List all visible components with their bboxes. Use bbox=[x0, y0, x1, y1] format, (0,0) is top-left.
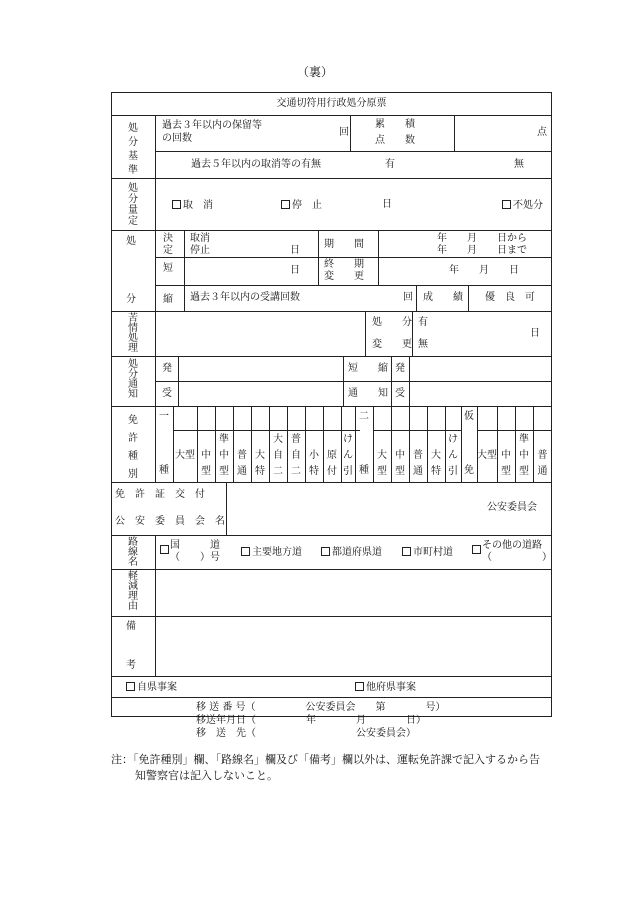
result-value: 優 良 可 bbox=[485, 292, 535, 303]
transfer-date: 移送年月日（ 年 月 日） bbox=[196, 715, 426, 726]
license-col-first-9: けん引 bbox=[343, 434, 353, 477]
route-prefectural[interactable]: 都道府県道 bbox=[321, 547, 382, 558]
provisional-kind: 免 bbox=[464, 465, 474, 476]
period-to: 年 月 日まで bbox=[437, 245, 527, 256]
issue-label-1: 免 許 証 交 付 bbox=[115, 489, 205, 500]
remarks-label-1: 備 bbox=[126, 621, 136, 632]
license-col-first-3: 普通 bbox=[237, 450, 247, 477]
revocation-history-label: 過去５年以内の取消等の有無 bbox=[191, 159, 321, 170]
route-municipal[interactable]: 市町村道 bbox=[402, 547, 453, 558]
checkbox-icon bbox=[355, 682, 364, 691]
issue-commission: 公安委員会 bbox=[487, 502, 537, 513]
first-class-kind: 種 bbox=[159, 465, 169, 476]
license-col-temp-2: 準中型 bbox=[519, 434, 529, 477]
complaint-no: 無 bbox=[418, 339, 428, 350]
period-label: 期 間 bbox=[324, 239, 364, 250]
route-other-1: その他の道路 bbox=[482, 540, 542, 551]
option-suspend[interactable]: 停 止 bbox=[281, 200, 322, 211]
cumulative-label: 累 積 bbox=[375, 119, 415, 130]
short-notice-send: 発 bbox=[395, 363, 405, 374]
route-label: 路線名 bbox=[128, 537, 138, 568]
page-heading: （裏） bbox=[296, 65, 333, 79]
checkbox-icon bbox=[321, 547, 330, 556]
short-notice-receive: 受 bbox=[395, 388, 405, 399]
section4-label: 苦情処理 bbox=[128, 313, 138, 354]
short-label-2: 縮 bbox=[163, 294, 173, 305]
checkbox-icon bbox=[126, 682, 135, 691]
license-col-temp-1: 中型 bbox=[501, 450, 511, 477]
license-col-first-4: 大特 bbox=[255, 450, 265, 477]
license-col-first-7: 小特 bbox=[309, 450, 319, 477]
section2-label: 処分量定 bbox=[128, 183, 138, 227]
license-col-first-1: 中型 bbox=[201, 450, 211, 477]
decision-day-unit: 日 bbox=[290, 245, 300, 256]
license-col-second-1: 中型 bbox=[395, 450, 405, 477]
short-notice-2: 通 知 bbox=[348, 388, 388, 399]
option-no-action[interactable]: 不処分 bbox=[502, 200, 543, 211]
short-label-1: 短 bbox=[163, 263, 173, 274]
complaint-day-unit: 日 bbox=[530, 328, 540, 339]
revocation-no: 無 bbox=[514, 159, 524, 170]
transfer-number: 移 送 番 号（ 公安委員会 第 号） bbox=[196, 702, 446, 713]
license-col-second-4: けん引 bbox=[448, 434, 458, 477]
times-unit: 回 bbox=[339, 127, 349, 138]
checkbox-icon bbox=[402, 547, 411, 556]
checkbox-icon bbox=[502, 200, 511, 209]
license-col-first-6: 普自二 bbox=[291, 434, 301, 477]
checkbox-icon bbox=[160, 545, 169, 554]
second-class-label: 二 bbox=[359, 411, 369, 422]
form-title: 交通切符用行政処分原票 bbox=[276, 98, 387, 109]
license-col-first-0: 大型 bbox=[175, 450, 195, 461]
decision-label-2: 定 bbox=[163, 245, 173, 256]
transfer-destination: 移 送 先（ 公安委員会） bbox=[196, 728, 416, 739]
decision-cancel: 取消 bbox=[190, 233, 210, 244]
notice-receive: 受 bbox=[162, 388, 172, 399]
end-change-label-2: 変 更 bbox=[324, 271, 364, 282]
short-day-unit: 日 bbox=[290, 265, 300, 276]
license-col-first-8: 原付 bbox=[327, 450, 337, 477]
notice-send: 発 bbox=[162, 363, 172, 374]
complaint-yes: 有 bbox=[418, 317, 428, 328]
complaint-change-2: 変 更 bbox=[372, 339, 412, 350]
route-other-2: （ ） bbox=[482, 552, 552, 563]
license-col-second-0: 大型 bbox=[377, 450, 387, 477]
remarks-label-2: 考 bbox=[126, 660, 136, 671]
section1-label: 処分基準 bbox=[128, 123, 138, 176]
short-notice-1: 短 縮 bbox=[348, 363, 388, 374]
checkbox-icon bbox=[241, 547, 250, 556]
license-col-temp-0: 大型 bbox=[477, 450, 497, 461]
section3-label-top: 処 bbox=[126, 236, 136, 247]
decision-suspend: 停止 bbox=[190, 245, 210, 256]
case-other-prefecture[interactable]: 他府県事案 bbox=[355, 682, 416, 693]
end-change-date: 年 月 日 bbox=[449, 265, 519, 276]
section3-label-bottom: 分 bbox=[126, 294, 136, 305]
route-main-local[interactable]: 主要地方道 bbox=[241, 547, 302, 558]
case-own-prefecture[interactable]: 自県事案 bbox=[126, 682, 177, 693]
section5-label: 処分通知 bbox=[128, 359, 138, 400]
route-national-2: （ ）号 bbox=[170, 552, 220, 563]
checkbox-icon bbox=[472, 545, 481, 554]
points-unit: 点 bbox=[537, 127, 547, 138]
complaint-change-1: 処 分 bbox=[372, 317, 412, 328]
course-count-label: 過去３年以内の受講回数 bbox=[190, 292, 300, 303]
license-col-second-2: 普通 bbox=[413, 450, 423, 477]
result-label: 成 績 bbox=[423, 292, 463, 303]
period-from: 年 月 日から bbox=[437, 233, 527, 244]
provisional-label: 仮 bbox=[464, 411, 474, 422]
decision-label-1: 決 bbox=[163, 233, 173, 244]
suspend-days-unit: 日 bbox=[382, 199, 392, 210]
license-col-second-3: 大特 bbox=[431, 450, 441, 477]
revocation-yes: 有 bbox=[385, 159, 395, 170]
footnote-line-2: 知警察官は記入しないこと。 bbox=[135, 769, 278, 782]
footnote bbox=[111, 752, 581, 784]
hold-count-label-1: 過去３年以内の保留等 bbox=[162, 120, 262, 131]
footnote-line-1: 注：「免許種別」欄、「路線名」欄及び「備考」欄以外は、運転免許課で記入するから告 bbox=[111, 753, 540, 766]
first-class-label: 一 bbox=[159, 411, 169, 422]
hold-count-label-2: の回数 bbox=[162, 133, 192, 144]
issue-label-2: 公 安 委 員 会 名 bbox=[115, 516, 225, 527]
second-class-kind: 種 bbox=[359, 465, 369, 476]
reduction-label: 軽減理由 bbox=[128, 571, 138, 612]
license-col-first-2: 準中型 bbox=[219, 434, 229, 477]
license-col-temp-3: 普通 bbox=[537, 450, 548, 477]
end-change-label-1: 終 期 bbox=[324, 259, 364, 270]
license-type-label: 免許種別 bbox=[128, 415, 138, 480]
option-cancel[interactable]: 取 消 bbox=[172, 200, 213, 211]
checkbox-icon bbox=[172, 200, 181, 209]
license-col-first-5: 大自二 bbox=[273, 434, 283, 477]
checkbox-icon bbox=[281, 200, 290, 209]
route-national-1: 国 道 bbox=[170, 540, 220, 551]
points-label: 点 数 bbox=[375, 135, 415, 146]
course-count-unit: 回 bbox=[403, 292, 413, 303]
